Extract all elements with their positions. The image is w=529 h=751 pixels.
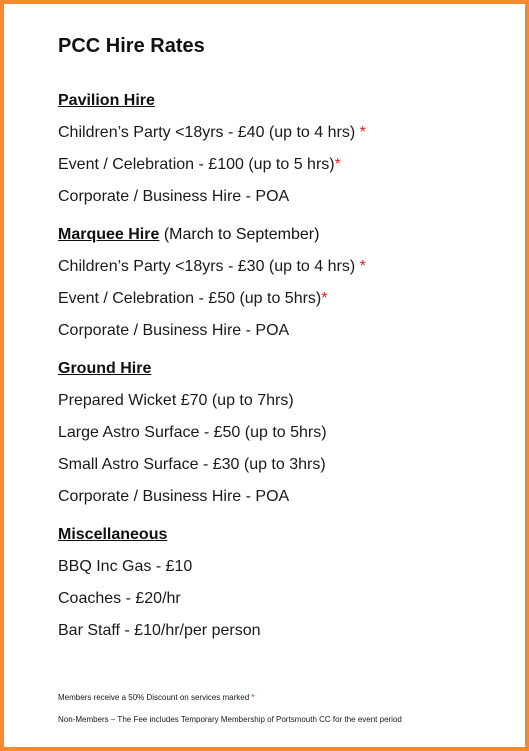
discount-star: * bbox=[359, 124, 366, 141]
rate-item-text: Bar Staff - £10/hr/per person bbox=[58, 622, 261, 639]
section-heading bbox=[58, 359, 518, 379]
section-heading-label: Pavilion Hire bbox=[58, 92, 155, 109]
rate-item bbox=[58, 589, 518, 609]
rate-item-text: Corporate / Business Hire - POA bbox=[58, 322, 290, 339]
rate-item bbox=[58, 455, 518, 475]
discount-star: * bbox=[334, 156, 341, 173]
rate-item-text: Children’s Party <18yrs - £40 (up to 4 hrs) bbox=[58, 124, 360, 141]
rate-item-text: Prepared Wicket £70 (up to 7hrs) bbox=[58, 392, 294, 409]
rate-item bbox=[58, 123, 518, 143]
rate-item-text: BBQ Inc Gas - £10 bbox=[58, 558, 193, 575]
rate-item-text: Corporate / Business Hire - POA bbox=[58, 488, 290, 505]
rate-item-text: Corporate / Business Hire - POA bbox=[58, 188, 290, 205]
section-ground-hire bbox=[58, 359, 518, 507]
section-heading bbox=[58, 91, 518, 111]
document-content bbox=[58, 33, 518, 659]
rate-item-text: Coaches - £20/hr bbox=[58, 590, 181, 607]
rate-item bbox=[58, 557, 518, 577]
section-heading bbox=[58, 225, 518, 245]
section-heading-label: Miscellaneous bbox=[58, 526, 168, 543]
rate-item bbox=[58, 391, 518, 411]
discount-star: * bbox=[359, 258, 366, 275]
rate-item-text: Small Astro Surface - £30 (up to 3hrs) bbox=[58, 456, 326, 473]
rate-item-text: Children’s Party <18yrs - £30 (up to 4 hrs) bbox=[58, 258, 360, 275]
rate-item-text: Large Astro Surface - £50 (up to 5hrs) bbox=[58, 424, 327, 441]
section-heading-note: (March to September) bbox=[159, 226, 320, 243]
section-pavilion-hire bbox=[58, 91, 518, 207]
rate-item bbox=[58, 423, 518, 443]
section-miscellaneous bbox=[58, 525, 518, 641]
rate-item-text: Event / Celebration - £100 (up to 5 hrs) bbox=[58, 156, 335, 173]
section-heading-label: Ground Hire bbox=[58, 360, 152, 377]
rate-item-text: Event / Celebration - £50 (up to 5hrs) bbox=[58, 290, 322, 307]
discount-star: * bbox=[321, 290, 328, 307]
section-heading-label: Marquee Hire bbox=[58, 226, 160, 243]
section-heading bbox=[58, 525, 518, 545]
page-title: PCC Hire Rates bbox=[58, 35, 205, 57]
non-members-note: Non-Members – The Fee includes Temporary Membership of Portsmouth CC for the event period bbox=[58, 715, 402, 724]
rate-item bbox=[58, 289, 518, 309]
rate-item bbox=[58, 321, 518, 341]
rate-item bbox=[58, 621, 518, 641]
section-marquee-hire bbox=[58, 225, 518, 341]
rate-item bbox=[58, 487, 518, 507]
discount-star: * bbox=[251, 693, 255, 702]
rate-item bbox=[58, 155, 518, 175]
members-discount-note bbox=[58, 693, 518, 703]
rate-item bbox=[58, 257, 518, 277]
rate-item bbox=[58, 187, 518, 207]
members-discount-text: Members receive a 50% Discount on services marked bbox=[58, 693, 252, 702]
